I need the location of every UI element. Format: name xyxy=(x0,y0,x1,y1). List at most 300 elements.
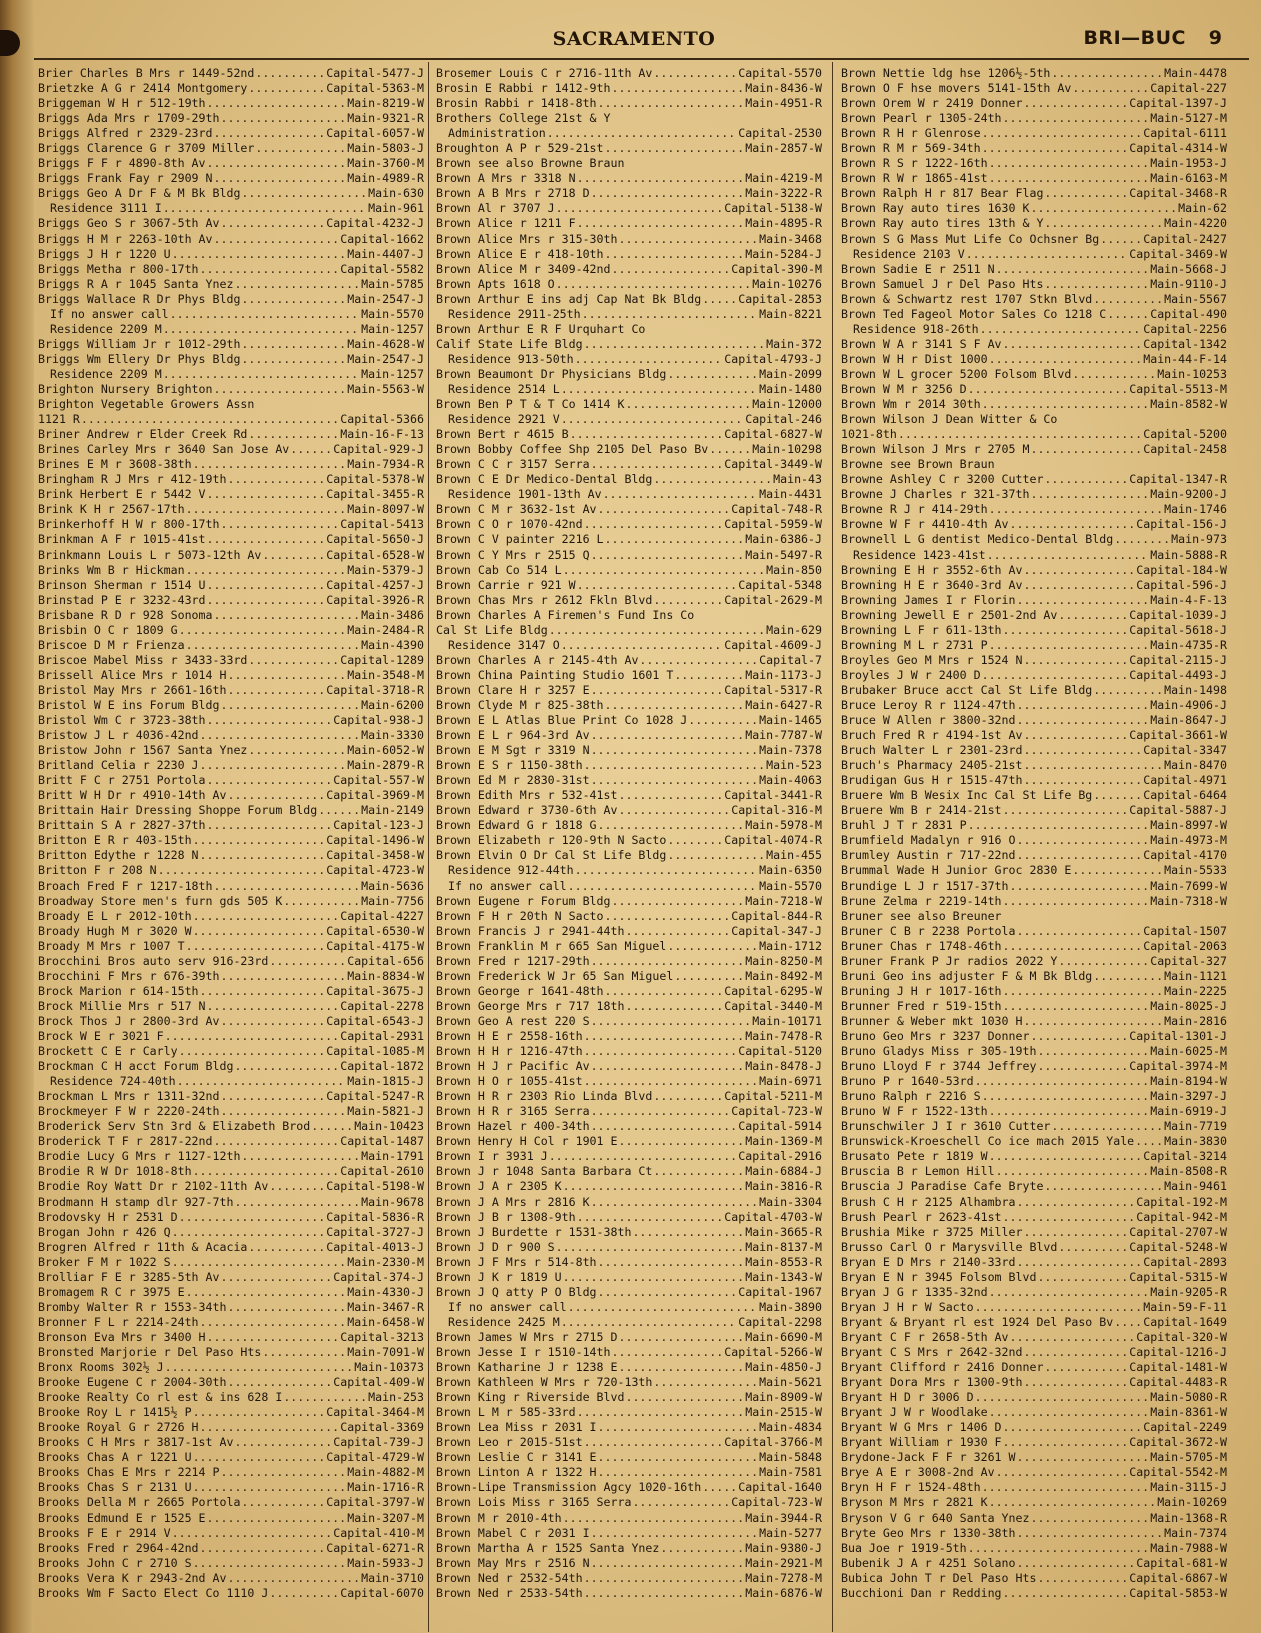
listing-entry xyxy=(436,803,822,818)
listing-phone: Main-4882-M xyxy=(347,1465,424,1480)
listing-name: Bryant Clifford r 2416 Donner xyxy=(841,1360,1044,1375)
listing-entry xyxy=(436,156,822,171)
leader-dots xyxy=(214,608,361,623)
leader-dots xyxy=(207,156,347,171)
listing-entry xyxy=(436,171,822,186)
listing-name: Brodovsky H r 2531 D xyxy=(38,1209,178,1224)
listing-phone: Capital-929-J xyxy=(333,442,424,457)
listing-name: If no answer call xyxy=(50,306,169,321)
leader-dots xyxy=(234,1059,339,1074)
listing-entry xyxy=(38,1285,424,1300)
listing-entry xyxy=(436,1330,822,1345)
leader-dots xyxy=(1030,201,1177,216)
listing-phone: Capital-156-J xyxy=(1136,517,1227,532)
listing-entry xyxy=(436,277,822,292)
listing-entry xyxy=(38,397,424,412)
listing-phone: Main-2547-J xyxy=(347,291,424,306)
leader-dots xyxy=(1044,472,1128,487)
listing-phone: Capital-5959-W xyxy=(724,517,822,532)
listing-phone: Capital-2427 xyxy=(1143,231,1227,246)
listing-name: Brown J K r 1819 U xyxy=(436,1269,562,1284)
listing-phone: Capital-5570 xyxy=(738,66,822,80)
leader-dots xyxy=(255,66,325,81)
listing-name: Broady Hugh M r 3020 W xyxy=(38,923,192,938)
listing-name: Bryant W G Mrs r 1406 D xyxy=(841,1420,1002,1435)
listing-entry xyxy=(38,111,424,126)
listing-phone: Capital-6271-R xyxy=(326,1540,424,1555)
leader-dots xyxy=(318,803,360,818)
listing-phone: Main-4431 xyxy=(759,487,822,502)
listing-name: Brown Arthur E ins adj Cap Nat Bk Bldg xyxy=(436,291,702,306)
listing-entry xyxy=(38,653,424,668)
listing-phone: Main-5080-R xyxy=(1150,1390,1227,1405)
leader-dots xyxy=(290,442,332,457)
listing-name: Brown R S r 1222-16th xyxy=(841,156,988,171)
listing-entry xyxy=(841,909,1227,924)
listing-phone: Capital-5248-W xyxy=(1129,1239,1227,1254)
listing-name: Brown Alice E r 418-10th xyxy=(436,246,604,261)
listing-phone: Capital-4703-W xyxy=(724,1209,822,1224)
listing-entry xyxy=(841,277,1227,292)
listing-name: Browning H E r 3640-3rd Av xyxy=(841,577,1023,592)
leader-dots xyxy=(591,548,745,563)
listing-entry xyxy=(38,1074,424,1089)
listing-name: Brisbane R D r 928 Sonoma xyxy=(38,607,213,622)
listing-phone: Capital-374-J xyxy=(333,1269,424,1284)
leader-dots xyxy=(582,307,759,322)
leader-dots xyxy=(207,999,340,1014)
listing-entry xyxy=(841,653,1227,668)
listing-phone: Main-2515-W xyxy=(745,1405,822,1420)
leader-dots xyxy=(1017,1450,1150,1465)
leader-dots xyxy=(989,1405,1150,1420)
leader-dots xyxy=(214,1134,340,1149)
listing-entry xyxy=(436,1556,822,1571)
listing-name: Bruhl J T r 2831 P xyxy=(841,818,967,833)
listing-entry xyxy=(436,1270,822,1285)
listing-name: Bucchioni Dan r Redding xyxy=(841,1585,1002,1600)
listing-phone: Capital-5138-W xyxy=(724,201,822,216)
listing-phone: Main-4390 xyxy=(361,637,424,652)
listing-entry xyxy=(38,894,424,909)
listing-name: Brown & Schwartz rest 1707 Stkn Blvd xyxy=(841,291,1093,306)
leader-dots xyxy=(702,292,737,307)
listing-name: Broughton A P r 529-21st xyxy=(436,141,604,156)
leader-dots xyxy=(1023,1014,1163,1029)
listing-entry xyxy=(436,442,822,457)
leader-dots xyxy=(1003,337,1143,352)
listing-entry xyxy=(841,141,1227,156)
listing-name: Brown Lea Miss r 2031 I xyxy=(436,1420,597,1435)
listing-entry xyxy=(841,262,1227,277)
listing-entry xyxy=(841,1225,1227,1240)
listing-phone: Main-1121 xyxy=(1164,968,1227,983)
listing-name: Brown see also Browne Braun xyxy=(436,156,625,171)
page-number: 9 xyxy=(1208,27,1222,49)
listing-name: Brown W M r 3256 D xyxy=(841,381,967,396)
listing-phone: Capital-5582 xyxy=(340,261,424,276)
listing-name: Brolliar F E r 3285-5th Av xyxy=(38,1269,220,1284)
leader-dots xyxy=(1023,563,1135,578)
listing-phone: Main-4219-M xyxy=(745,171,822,186)
listing-phone: Capital-5266-W xyxy=(724,1344,822,1359)
listing-name: Brooks F E r 2914 V xyxy=(38,1525,171,1540)
leader-dots xyxy=(605,909,731,924)
listing-entry xyxy=(841,924,1227,939)
leader-dots xyxy=(598,1255,745,1270)
listing-name: Brinks Wm B r Hickman xyxy=(38,562,185,577)
listing-entry xyxy=(841,1179,1227,1194)
listing-entry xyxy=(841,1195,1227,1210)
leader-dots xyxy=(674,668,744,683)
leader-dots xyxy=(1003,1420,1143,1435)
listing-phone: Main-8470 xyxy=(1164,758,1227,773)
listing-entry xyxy=(841,1119,1227,1134)
listing-entry xyxy=(38,1059,424,1074)
listing-name: Brown Charles A Firemen's Fund Ins Co xyxy=(436,607,695,622)
leader-dots xyxy=(1100,232,1142,247)
leader-dots xyxy=(220,1465,346,1480)
listing-phone: Main-4330-J xyxy=(347,1284,424,1299)
leader-dots xyxy=(989,156,1150,171)
listing-name: Brown Alice r 1211 F xyxy=(436,216,576,231)
listing-name: Residence 2209 M xyxy=(50,366,162,381)
leader-dots xyxy=(612,81,745,96)
listing-name: Bristol Wm C r 3723-38th xyxy=(38,713,206,728)
listing-phone: Main-10276 xyxy=(752,276,822,291)
listing-phone: Main-2225 xyxy=(1164,983,1227,998)
listing-phone: Main-1173-J xyxy=(745,667,822,682)
listing-entry xyxy=(436,1104,822,1119)
listing-name: Brooke Eugene C r 2004-30th xyxy=(38,1375,227,1390)
listing-name: Briggs Geo A Dr F & M Bk Bldg xyxy=(38,186,241,201)
leader-dots xyxy=(612,1345,724,1360)
listing-phone: Capital-942-M xyxy=(1136,1209,1227,1224)
listing-phone: Capital-1301-J xyxy=(1129,1029,1227,1043)
leader-dots xyxy=(561,382,758,397)
leader-dots xyxy=(200,758,347,773)
leader-dots xyxy=(1023,653,1128,668)
listing-phone: Capital-3469-W xyxy=(1129,246,1227,261)
listing-phone: Capital-656 xyxy=(347,953,424,968)
leader-dots xyxy=(1030,442,1142,457)
leader-dots xyxy=(1044,1360,1128,1375)
leader-dots xyxy=(207,713,333,728)
listing-phone: Main-5933-J xyxy=(347,1555,424,1570)
listing-entry xyxy=(38,322,424,337)
listing-name: Brown Edward r 3730-6th Av xyxy=(436,803,618,818)
listing-name: Bruni Geo ins adjuster F & M Bk Bldg xyxy=(841,968,1093,983)
listing-phone: Main-6876-W xyxy=(745,1585,822,1600)
listing-phone: Capital-3347 xyxy=(1143,743,1227,758)
listing-name: Browning L F r 611-13th xyxy=(841,622,1002,637)
leader-dots xyxy=(283,1390,367,1405)
leader-dots xyxy=(227,1300,346,1315)
listing-entry xyxy=(436,1164,822,1179)
leader-dots xyxy=(172,1255,347,1270)
listing-phone: Capital-739-J xyxy=(333,1435,424,1450)
listing-phone: Capital-3766-M xyxy=(724,1435,822,1450)
listing-name: Brockett C E r Carly xyxy=(38,1044,178,1059)
listing-entry xyxy=(38,668,424,683)
listing-entry xyxy=(38,563,424,578)
listing-name: Brumfield Madalyn r 916 O xyxy=(841,833,1016,848)
listing-phone: Capital-5211-M xyxy=(724,1089,822,1104)
listing-entry xyxy=(841,593,1227,608)
listing-name: Bronsted Marjorie r Del Paso Hts xyxy=(38,1344,262,1359)
leader-dots xyxy=(989,1495,1157,1510)
leader-dots xyxy=(982,397,1150,412)
listing-phone: Main-7218-W xyxy=(745,893,822,908)
listing-phone: Capital-6111 xyxy=(1143,126,1227,141)
listing-entry xyxy=(38,1119,424,1134)
listing-name: Briggs Ada Mrs r 1709-29th xyxy=(38,111,220,126)
listing-entry xyxy=(841,1074,1227,1089)
listing-name: Brosin Rabbi r 1418-8th xyxy=(436,96,597,111)
leader-dots xyxy=(598,96,745,111)
listing-phone: Capital-681-W xyxy=(1136,1555,1227,1570)
listing-entry xyxy=(436,1511,822,1526)
listing-entry xyxy=(436,848,822,863)
listing-entry xyxy=(38,773,424,788)
listing-name: Brown J F Mrs r 514-8th xyxy=(436,1254,597,1269)
listing-phone: Capital-557-W xyxy=(333,773,424,788)
leader-dots xyxy=(547,126,738,141)
leader-dots xyxy=(591,1526,759,1541)
listing-name: Brown Eugene r Forum Bldg xyxy=(436,893,611,908)
listing-entry xyxy=(38,1330,424,1345)
listing-phone: Main-4063 xyxy=(759,773,822,788)
listing-phone: Main-5533 xyxy=(1164,863,1227,878)
listing-phone: Capital-1662 xyxy=(340,231,424,246)
listing-entry xyxy=(841,1270,1227,1285)
leader-dots xyxy=(975,1074,1150,1089)
listing-phone: Capital-1342 xyxy=(1143,336,1227,351)
leader-dots xyxy=(220,1270,332,1285)
leader-dots xyxy=(165,1360,354,1375)
listing-entry xyxy=(841,939,1227,954)
alphabet-range: BRI—BUC xyxy=(1083,27,1186,49)
listing-name: Brown Martha A r 1525 Santa Ynez xyxy=(436,1540,660,1555)
leader-dots xyxy=(702,1480,737,1495)
listing-name: Brown Ned r 2533-54th xyxy=(436,1585,583,1600)
listing-entry xyxy=(436,984,822,999)
listing-phone: Main-6458-W xyxy=(347,1314,424,1329)
leader-dots xyxy=(598,1465,759,1480)
listing-entry xyxy=(38,638,424,653)
leader-dots xyxy=(996,262,1150,277)
listing-phone: Main-12000 xyxy=(752,397,822,412)
listing-phone: Capital-4257-J xyxy=(326,577,424,592)
listing-phone: Main-455 xyxy=(766,848,822,863)
listing-name: Residence 2514 L xyxy=(448,381,560,396)
listing-phone: Capital-1289 xyxy=(340,652,424,667)
listing-entry xyxy=(841,352,1227,367)
listing-name: Brown Henry H Col r 1901 E xyxy=(436,1134,618,1149)
listing-phone: Main-523 xyxy=(766,758,822,773)
listing-name: Brooks Fred r 2964-42nd xyxy=(38,1540,199,1555)
leader-dots xyxy=(220,111,346,126)
listing-phone: Capital-5413 xyxy=(340,517,424,532)
listing-name: Brown J Burdette r 1531-38th xyxy=(436,1224,632,1239)
listing-entry xyxy=(38,66,424,81)
listing-name: Briner Andrew r Elder Creek Rd xyxy=(38,427,248,442)
listing-phone: Capital-5198-W xyxy=(326,1179,424,1194)
listing-phone: Capital-246 xyxy=(745,412,822,427)
listing-entry xyxy=(841,788,1227,803)
listing-entry xyxy=(38,1270,424,1285)
leader-dots xyxy=(549,1149,738,1164)
leader-dots xyxy=(193,1480,347,1495)
listing-phone: Capital-4483-R xyxy=(1129,1375,1227,1390)
listing-name: Bruno P r 1640-53rd xyxy=(841,1074,974,1089)
listing-name: Briscoe Mabel Miss r 3433-33rd xyxy=(38,652,248,667)
listing-name: Britton Edythe r 1228 N xyxy=(38,848,199,863)
directory-column-3 xyxy=(841,66,1227,1601)
leader-dots xyxy=(200,262,340,277)
listing-name: Bryant C S Mrs r 2642-32nd xyxy=(841,1344,1023,1359)
leader-dots xyxy=(1003,1586,1129,1601)
listing-entry xyxy=(436,608,822,623)
listing-name: Brown J r 1048 Santa Barbara Ct xyxy=(436,1164,653,1179)
listing-phone: Capital-5317-R xyxy=(724,682,822,697)
listing-name: Brown H R r 3165 Serra xyxy=(436,1104,590,1119)
listing-phone: Main-10269 xyxy=(1157,1495,1227,1510)
leader-dots xyxy=(227,1571,360,1586)
listing-phone: Capital-6464 xyxy=(1143,788,1227,803)
listing-entry xyxy=(38,954,424,969)
leader-dots xyxy=(200,1541,326,1556)
listing-name: Brusso Carl O r Marysville Blvd xyxy=(841,1239,1058,1254)
listing-name: Britton F r 208 N xyxy=(38,863,157,878)
leader-dots xyxy=(179,1044,326,1059)
listing-name: Briggs H M r 2263-10th Av xyxy=(38,231,213,246)
listing-entry xyxy=(841,879,1227,894)
listing-phone: Capital-2278 xyxy=(340,998,424,1013)
listing-entry xyxy=(841,683,1227,698)
listing-phone: Main-4220 xyxy=(1164,216,1227,231)
listing-entry xyxy=(841,803,1227,818)
listing-name: Brodmann H stamp dlr 927-7th xyxy=(38,1194,234,1209)
listing-phone: Main-8219-W xyxy=(347,96,424,111)
listing-name: Brown E L Atlas Blue Print Co 1028 J xyxy=(436,713,688,728)
listing-name: Bubica John T r Del Paso Hts xyxy=(841,1570,1037,1585)
listing-entry xyxy=(38,713,424,728)
leader-dots xyxy=(709,442,751,457)
listing-name: Brockmeyer F W r 2220-24th xyxy=(38,1104,220,1119)
listing-entry xyxy=(841,773,1227,788)
listing-name: Brown Nettie ldg hse 1206½-5th xyxy=(841,66,1051,80)
listing-name: Brinkmann Louis L r 5073-12th Av xyxy=(38,547,262,562)
listing-entry xyxy=(436,1345,822,1360)
leader-dots xyxy=(1037,1571,1128,1586)
listing-name: Brown Lois Miss r 3165 Serra xyxy=(436,1495,632,1510)
listing-entry xyxy=(38,1164,424,1179)
listing-phone: Main-62 xyxy=(1178,201,1227,216)
leader-dots xyxy=(1044,216,1163,231)
leader-dots xyxy=(577,1405,745,1420)
listing-entry xyxy=(841,578,1227,593)
leader-dots xyxy=(618,1330,744,1345)
leader-dots xyxy=(667,848,765,863)
listing-phone: Main-5803-J xyxy=(347,141,424,156)
listing-name: Brown Fred r 1217-29th xyxy=(436,953,590,968)
leader-dots xyxy=(598,1450,759,1465)
listing-phone: Main-7988-W xyxy=(1150,1540,1227,1555)
listing-phone: Capital-5853-W xyxy=(1129,1585,1227,1600)
listing-phone: Main-5127-M xyxy=(1150,111,1227,126)
listing-entry xyxy=(436,1089,822,1104)
listing-entry xyxy=(436,216,822,231)
listing-entry xyxy=(841,81,1227,96)
listing-entry xyxy=(38,1345,424,1360)
leader-dots xyxy=(570,427,724,442)
leader-dots xyxy=(1023,578,1135,593)
listing-phone: Main-7091-W xyxy=(347,1344,424,1359)
listing-phone: Main-1716-R xyxy=(347,1480,424,1495)
listing-name: Brown Kathleen W Mrs r 720-13th xyxy=(436,1375,653,1390)
leader-dots xyxy=(584,337,766,352)
listing-name: Brisbin O C r 1809 G xyxy=(38,622,178,637)
listing-entry xyxy=(841,337,1227,352)
listing-name: Residence 3111 I xyxy=(50,201,162,216)
listing-name: Brown O F hse movers 5141-15th Av xyxy=(841,81,1072,96)
listing-entry xyxy=(38,502,424,517)
listing-entry xyxy=(436,548,822,563)
listing-name: Bristol W E ins Forum Bldg xyxy=(38,697,220,712)
listing-entry xyxy=(38,1556,424,1571)
listing-phone: Capital-1496-W xyxy=(326,833,424,848)
listing-phone: Main-630 xyxy=(368,186,424,201)
listing-entry xyxy=(841,1210,1227,1225)
listing-phone: Main-3890 xyxy=(759,1299,822,1314)
listing-name: Brown A Mrs r 3318 N xyxy=(436,171,576,186)
listing-entry xyxy=(841,728,1227,743)
leader-dots xyxy=(172,1225,326,1240)
listing-phone: Main-8492-M xyxy=(745,968,822,983)
listing-phone: Capital-2115-J xyxy=(1129,652,1227,667)
leader-dots xyxy=(220,1089,325,1104)
listing-phone: Capital-5887-J xyxy=(1129,803,1227,818)
leader-dots xyxy=(982,126,1143,141)
leader-dots xyxy=(968,1541,1150,1556)
leader-dots xyxy=(1093,683,1163,698)
leader-dots xyxy=(1003,939,1143,954)
listing-entry xyxy=(38,999,424,1014)
leader-dots xyxy=(214,171,347,186)
listing-name: Brown H J r Pacific Av xyxy=(436,1059,590,1074)
leader-dots xyxy=(584,517,724,532)
listing-entry xyxy=(38,833,424,848)
leader-dots xyxy=(598,502,731,517)
listing-phone: Main-7787-W xyxy=(745,728,822,743)
listing-phone: Capital-184-W xyxy=(1136,562,1227,577)
leader-dots xyxy=(269,1179,325,1194)
listing-entry xyxy=(436,532,822,547)
listing-name: Brunschwiler J I r 3610 Cutter xyxy=(841,1119,1051,1134)
listing-entry xyxy=(436,909,822,924)
listing-phone: Main-5848 xyxy=(759,1450,822,1465)
listing-phone: Main-6919-J xyxy=(1150,1104,1227,1119)
listing-entry xyxy=(38,126,424,141)
listing-name: Brown-Lipe Transmission Agcy 1020-16th xyxy=(436,1480,702,1495)
listing-phone: Main-4895-R xyxy=(745,216,822,231)
listing-phone: Capital-410-M xyxy=(333,1525,424,1540)
listing-name: Brock Marion r 614-15th xyxy=(38,983,199,998)
leader-dots xyxy=(632,1495,730,1510)
listing-phone: Capital-4074-R xyxy=(724,833,822,848)
listing-name: Residence 2103 V xyxy=(853,246,965,261)
